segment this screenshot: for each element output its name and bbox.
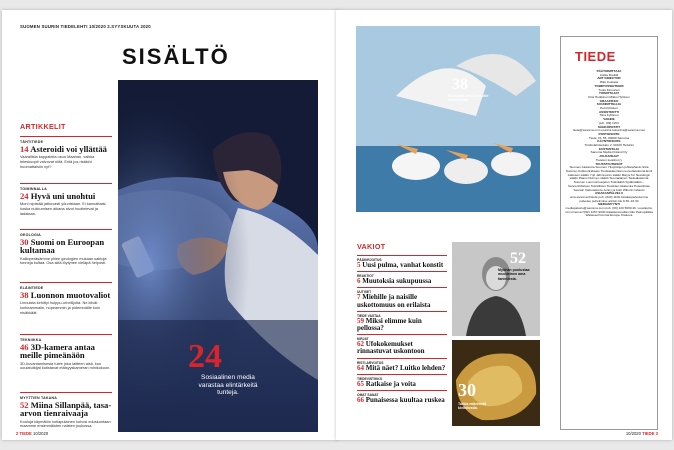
article-item[interactable]	[20, 334, 112, 371]
imprint-heading: POSTIOSOITE	[598, 131, 620, 136]
portrait-caption: Myöhän puolustaa muodeinen ama fanimiesta.	[498, 268, 530, 281]
regular-category: TIEDEVISTIKKO	[357, 376, 383, 381]
article-title: Suomi on Euroopan kultamaa	[20, 237, 105, 256]
magazine-kicker: SUOMEN SUURIN TIEDELEHTI 10/2020 2.SYYSKUUTA 2020	[20, 24, 151, 29]
imprint-text	[565, 70, 653, 218]
left-page	[2, 10, 338, 440]
brand-name: TIEDE	[19, 431, 32, 436]
regulars-column	[357, 242, 447, 406]
regular-item[interactable]	[357, 271, 447, 285]
gold-caption: Tutkia mikrenelä kivilotostia.	[458, 402, 487, 411]
article-category: TOIMINNALLA	[20, 187, 47, 191]
imprint-value: Suomen Akatemia Suomen Yliopistojen juhlarahasto Sitra Suomen Kulttuurirahasto Tiedeakatemian neuvottelukunta Emil Aaltosen säätiö Yrjö Jahnssonin säätiö Maj ja Tor Nesslingin säätiö Paavo Nurmen säätiö Suomalainen Tiedeakatemia Suomen Luonnonsuojelun Tukisäätiö Sydäntäätiö – Cancerstiftelsen Teknillisten Tieteiden Akatemia Tieteellisten Seurain Valtuuskunta Jenny ja Antti Wihurin rahasto	[565, 165, 653, 192]
portrait-illustration	[452, 242, 540, 336]
imprint-heading: MEDIAMYYNTI	[598, 202, 620, 207]
regular-page-number: 5	[357, 261, 361, 269]
article-item[interactable]	[20, 183, 112, 216]
article-item[interactable]	[20, 136, 112, 169]
imprint-heading: GRAAFIKKO	[599, 98, 619, 103]
imprint-value: Petri Rolsten	[600, 106, 618, 111]
regular-page-number: 59	[357, 316, 364, 325]
tiede-logo: TIEDE	[575, 49, 616, 64]
regular-item[interactable]	[357, 255, 447, 269]
regular-title: Punaisessa kuultaa ruskea	[365, 396, 445, 405]
regular-category: KIRJAT	[357, 337, 369, 342]
imprint-heading: JULKAISIJAT	[599, 154, 619, 159]
articles-column	[20, 122, 112, 131]
article-title: Luonnon muotovaliot	[30, 290, 111, 300]
photo-caption: Sosiaalinen media varastaa elintärkeitä tunteja.	[198, 374, 258, 397]
regular-item[interactable]	[357, 358, 447, 372]
pelicans-illustration	[356, 26, 540, 212]
imprint-value: oma.sanoma.fi/tiede puh. (020) 1100 Asiakaspalvelumme palvelee puhelimitse arkisin klo 8.30–16.30	[569, 194, 649, 203]
left-footer	[16, 431, 48, 436]
portrait-page-number: 52	[510, 250, 526, 267]
regular-title: Ratkaise ja voita	[365, 379, 416, 388]
regulars-heading: VAKIOT	[357, 242, 386, 251]
sleeping-man-photo[interactable]	[118, 80, 318, 432]
regular-page-number: 66	[357, 396, 364, 405]
article-page-number: 24	[20, 191, 29, 201]
regular-title: Miehille ja naisille uskottomuus on erilaista	[357, 293, 431, 309]
imprint-value: mediapalvelu@sanoma.com puh. (09) 120 5090 40. vuosikerta, 14 numeroa ISSN 1457-9030 Aikakausmedian liitto Painopaikka Walstead Central Europe Krakova	[565, 206, 653, 218]
article-title: Hyvä uni unohtui	[30, 191, 96, 201]
article-page-number: 30	[20, 237, 29, 247]
imprint-value: Tiede, PL 55, 00090 Sanoma	[588, 135, 630, 140]
article-title: Asteroidi voi yllättää	[30, 144, 107, 154]
right-page	[336, 10, 672, 440]
article-title: 3D-kamera antaa meille pimeänäön	[20, 342, 95, 361]
imprint-value: Tiina Kyllönen	[599, 113, 619, 118]
regular-category: PÄÄKIRJOITUS	[357, 258, 382, 262]
imprint-value: tiede@sanoma.com etunimi.sukunimi@sanoma.com	[572, 128, 646, 133]
imprint-heading: SÄHKÖPOSTIT	[597, 124, 621, 129]
regular-category: OMAT SANAT	[357, 393, 379, 398]
article-description: 3D-kuvantamisesta tulee joka laitteen aisti, kun ooulatutkijat kutistavat etäisyyskameran minikokoon.	[20, 360, 111, 371]
gold-page-number: 30	[458, 380, 476, 400]
imprint-value: Töölönlahdenkatu 2, 00100 Helsinki	[584, 143, 634, 148]
imprint-box	[560, 36, 658, 430]
regular-title: Muutoksia sukupuussa	[362, 277, 432, 286]
imprint-value: Tietelen tiedohut ry	[595, 157, 623, 162]
regular-category: RISTI-ARVOITUS	[357, 360, 384, 365]
regular-page-number: 65	[357, 379, 364, 388]
regular-page-number: 62	[357, 340, 364, 349]
imprint-heading: TOIMITUSSIHTEERI	[594, 83, 624, 88]
regular-title: Mitä näet? Luitko lehden?	[365, 363, 446, 372]
article-page-number: 52	[20, 400, 29, 410]
article-category: MYYTTIEN TAKANA	[20, 396, 58, 400]
page-number: 3	[655, 431, 658, 436]
imprint-heading: PÄÄTOIMITTAJA	[596, 69, 622, 73]
photo-page-number: 24	[188, 338, 222, 375]
article-list	[20, 136, 112, 436]
imprint-value: Sanoma Media Finland Oy	[590, 150, 628, 155]
imprint-heading: KUSTANTAJA	[598, 146, 620, 151]
issue-label: 10/2020	[625, 431, 641, 436]
regular-item[interactable]	[357, 287, 447, 308]
imprint-value: Jukka Ruukki	[599, 72, 619, 77]
imprint-heading: KÄYNTIOSOITE	[597, 139, 621, 144]
imprint-heading: SUUNNITTELIJA	[596, 102, 622, 107]
imprint-heading: TAUSTAYHTEISÖT	[595, 161, 623, 166]
imprint-value: puh. (09) 1201	[598, 120, 620, 125]
article-description: Kallioperäsämme piilee geologien mukaan saktoja tonneja kultaa. Osa siitä löytynee vieläpä helposti.	[20, 255, 107, 266]
regular-title: Miksi elimme kuin pellossa?	[357, 316, 422, 333]
article-item[interactable]	[20, 392, 112, 429]
page-title: SISÄLTÖ	[122, 44, 230, 69]
article-description: Linnuista kehittyi huippu-urheilijoita. Ne kiivät korkeammalle, nopeammin ja pidemmälle kuin nisäkkäät.	[20, 300, 101, 315]
right-footer	[626, 431, 658, 436]
article-page-number: 14	[20, 144, 29, 154]
article-item[interactable]	[20, 229, 112, 266]
imprint-heading: ASIAKASPALVELU	[595, 191, 623, 196]
page-number: 2	[16, 431, 19, 436]
imprint-heading: ASSISTENTTI	[598, 109, 620, 114]
pelican-page-number: 38	[452, 76, 468, 93]
regular-category: TIEDE VASTAA	[357, 313, 381, 318]
imprint-heading: VAIHDE	[603, 117, 615, 122]
article-item[interactable]	[20, 282, 112, 315]
regular-item[interactable]	[357, 311, 447, 332]
imprint-value: Tuula Kinnunen	[598, 87, 620, 92]
regular-title: Ufokokemukset rinnastuvat uskontoon	[357, 340, 425, 356]
pelicans-photo[interactable]	[356, 26, 540, 212]
regular-item[interactable]	[357, 334, 447, 355]
regular-category: UUTISET	[357, 290, 372, 295]
regular-page-number: 64	[357, 363, 364, 372]
article-category: ELÄINTIEDE	[20, 286, 44, 290]
article-description: Moni nipistää jatkuvasti yöunistaan. Ei kannattaisi, koska nukkumisen aikana aivot huoltelevat ja ladataan.	[20, 201, 107, 216]
pelican-caption: Evoluutio antoi linnuille eksoottikas.	[448, 94, 489, 103]
regular-category: REAKTIOT	[357, 274, 374, 279]
regular-title: Uusi pulma, vanhat konstit	[362, 261, 444, 269]
article-category: TEKNIIKKA	[20, 338, 42, 342]
regular-page-number: 6	[357, 277, 361, 286]
article-title: Miina Sillanpää, tasa-arvon tienraivaaja	[20, 400, 112, 419]
imprint-value: Riku Koskela	[599, 80, 619, 85]
article-page-number: 46	[20, 342, 29, 352]
regular-item[interactable]	[357, 374, 447, 388]
article-category: GEOLOGIA	[20, 233, 41, 237]
regular-page-number: 7	[357, 293, 361, 302]
issue-label: 10/2020	[33, 431, 49, 436]
article-category: TÄHTITIEDE	[20, 140, 44, 144]
regular-item[interactable]	[357, 390, 447, 404]
imprint-value: Kirsi Heikkinen Mikko Hyttinen	[588, 94, 630, 99]
brand-name: TIEDE	[642, 431, 655, 436]
imprint-heading: ART DIRECTOR	[597, 76, 621, 81]
articles-heading: ARTIKKELIT	[20, 122, 66, 131]
article-description: Vaarallisia kappaleita osuu Maahan, vaikka teleskoopit valvovat niitä. Entä jos riskikivi huomattaisiin nyt?	[20, 154, 95, 169]
imprint-heading: TOIMITTAJAT	[599, 91, 619, 96]
article-description: Koulujа käymätön kotiapulainen kohosi eduskuntaan maamme ensimmäisten naisten joukossa.	[20, 418, 111, 429]
miina-sillanpaa-photo[interactable]	[452, 242, 540, 336]
gold-rock-photo[interactable]	[452, 340, 540, 426]
article-page-number: 38	[20, 290, 29, 300]
